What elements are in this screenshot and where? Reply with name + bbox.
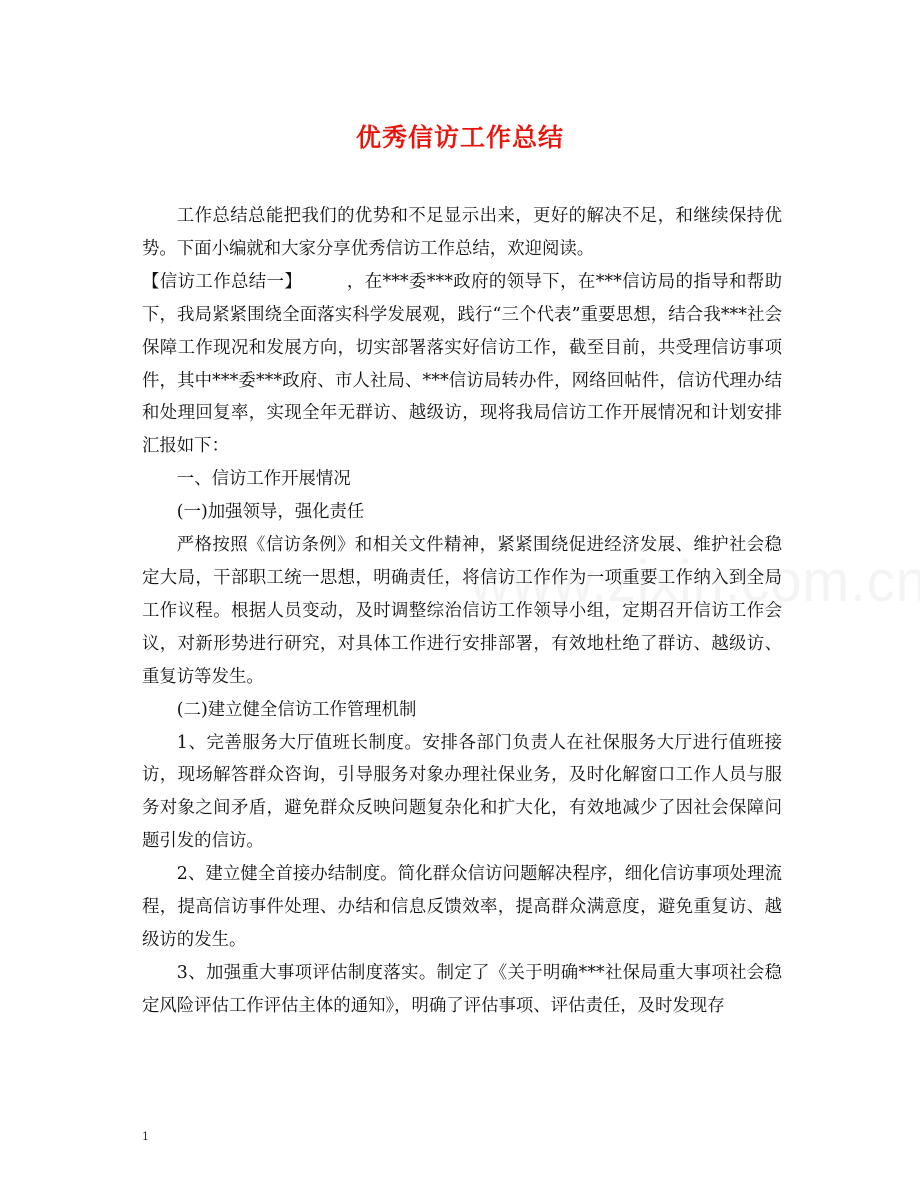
body-paragraph: 3、加强重大事项评估制度落实。制定了《关于明确***社保局重大事项社会稳定风险评估工作评估主体的通知》，明确了评估事项、评估责任，及时发现存 <box>142 962 782 1016</box>
body-paragraph: 严格按照《信访条例》和相关文件精神，紧紧围绕促进经济发展、维护社会稳定大局，干部职工统一思想，明确责任，将信访工作作为一项重要工作纳入到全局工作议程。根据人员变动，及时调整综治信访工作领导小组，定期召开信访工作会议，对新形势进行研究，对具体工作进行安排部署，有效地杜绝了群访、越级访、重复访等发生。 <box>142 535 782 687</box>
subsection-heading: (二)建立健全信访工作管理机制 <box>176 699 417 720</box>
document-body <box>142 200 782 1023</box>
document-title: 优秀信访工作总结 <box>355 123 564 152</box>
page-number: 1 <box>142 1130 149 1143</box>
summary-one-paragraph: 【信访工作总结一】 ，在***委***政府的领导下，在***信访局的指导和帮助下，我局紧紧围绕全面落实科学发展观，践行“三个代表”重要思想，结合我***社会保障工作现况和发展方向，切实部署落实好信访工作，截至目前，共受理信访事项件，其中***委***政府、市人社局、***信访局转办件，网络回帖件，信访代理办结和处理回复率，实现全年无群访、越级访，现将我局信访工作开展情况和计划安排汇报如下： <box>142 271 782 457</box>
body-paragraph: 1、完善服务大厅值班长制度。安排各部门负责人在社保服务大厅进行值班接访，现场解答群众咨询，引导服务对象办理社保业务，及时化解窗口工作人员与服务对象之间矛盾，避免群众反映问题复杂化和扩大化，有效地减少了因社会保障问题引发的信访。 <box>142 732 782 852</box>
section-heading: 一、信访工作开展情况 <box>176 469 351 490</box>
subsection-heading: (一)加强领导，强化责任 <box>176 502 365 523</box>
body-paragraph: 2、建立健全首接办结制度。简化群众信访问题解决程序，细化信访事项处理流程，提高信访事件处理、办结和信息反馈效率，提高群众满意度，避免重复访、越级访的发生。 <box>142 864 782 950</box>
intro-paragraph: 工作总结总能把我们的优势和不足显示出来，更好的解决不足，和继续保持优势。下面小编就和大家分享优秀信访工作总结，欢迎阅读。 <box>142 206 782 259</box>
